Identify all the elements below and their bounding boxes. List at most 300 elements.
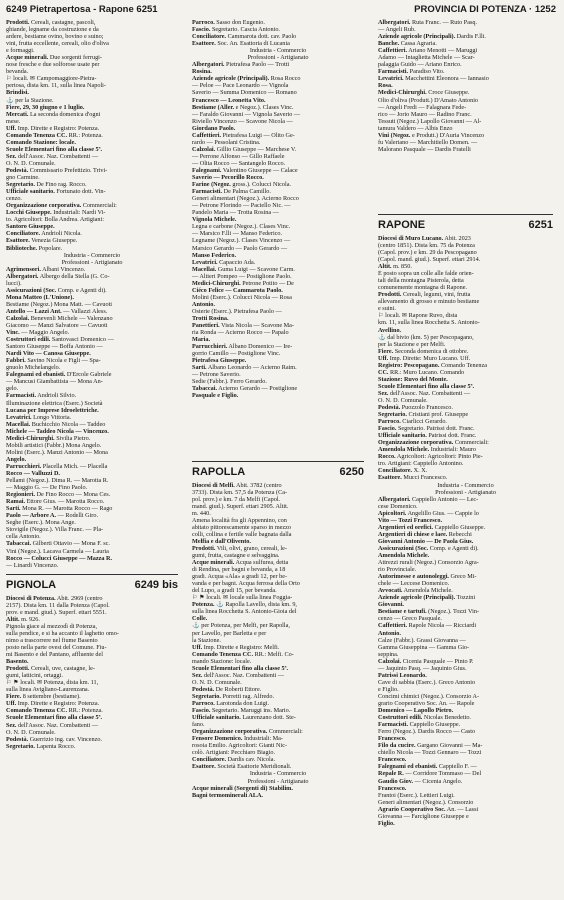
text-line: Medici-Chirurghi. Petrone Potito — De	[192, 279, 294, 287]
text-line: Uff. Imp. Dirette e Registro: Potenza.	[6, 124, 100, 132]
text-line: Professioni - Artigianato	[61, 258, 123, 266]
text-line: cella Antonio.	[6, 533, 41, 541]
text-line: Albergatori. Ruta Franc. — Ruto Pasq.	[378, 19, 477, 26]
text-line: Domenico — Lapollo Pietro.	[378, 707, 454, 715]
text-line: gelo.	[6, 385, 19, 393]
text-line: Sez. dell'Assoc. Naz. Combattenti —	[192, 671, 285, 679]
text-line: Amendola Michele. Industriali: Mauro	[378, 446, 476, 454]
text-line: Levatrici. Capaccio Ada.	[192, 258, 256, 266]
text-line: Melfia e dall'Olivento.	[192, 537, 251, 545]
text-line: Patrissi Leonardo.	[378, 671, 427, 679]
text-line: Michele — Taddeo Nicola — Vincenzo.	[6, 427, 109, 435]
text-line: Acque minerali. Acqua sulfurea, detta	[192, 559, 289, 567]
text-line: per la Stazione e per Melfi.	[378, 340, 446, 348]
text-line: vini, frutta eccellente, cereali, olio d'oliva	[6, 40, 109, 48]
text-line: Organizzazione corporativa. Commerciali:	[6, 202, 117, 210]
text-line: Segretario. Cristiani prof. Giuseppe	[378, 411, 469, 419]
text-line: gorrio Camillo — Postiglione Vinc.	[192, 350, 281, 358]
text-line: Segretario. Porretti rag. Alfredo.	[192, 692, 275, 700]
column-spacer	[192, 400, 364, 456]
text-line: Falegnami ed ebanisti. Cappiello F. —	[378, 763, 477, 771]
text-line: Francesco — Leonetta Vito.	[192, 96, 266, 104]
text-line: ⚐ ⚑ locali. ✉ locale sulla linea Foggia-	[192, 594, 293, 602]
text-line: Assicurazioni (Soc. Comp. e Agenti di).	[378, 544, 479, 552]
text-line: Industria - Commercio	[249, 770, 307, 778]
text-line: Tabaccai. Gilberti Ottavio — Mona F. sc.	[6, 540, 110, 548]
text-line: Levatrici. Longo Vittoria.	[6, 413, 72, 421]
text-line: Esattore. Venezia Giuseppe.	[6, 237, 78, 245]
text-line: Pietrafesa Giuseppe.	[192, 357, 247, 365]
page-header	[6, 3, 556, 17]
text-line: chele — Leccese Domenico.	[378, 580, 450, 588]
text-line: Banche. Cassa Agraria.	[378, 40, 437, 48]
text-line: Sedie (Fabbr.). Ferro Gerardo.	[192, 378, 267, 386]
text-line: ⚓ per Potenza, per Melfi, per Rapolla,	[192, 622, 290, 630]
text-line: È posto sopra un colle alle falde orien-	[378, 270, 474, 278]
text-line: — Angeli Fredi — Falagnara Fede-	[378, 103, 467, 111]
text-line: Giovanni.	[378, 601, 404, 609]
text-line: CC. RR.: Muro Lucano. Comando	[378, 368, 465, 376]
text-line: Giacomo — Manzi Salvatore — Cavuoti	[6, 322, 108, 330]
text-line: Conciliatore. Andrioli Nicola.	[6, 230, 82, 238]
text-line: O. N. D. Comunale.	[378, 396, 428, 404]
text-line: Nardi Vito — Canosa Giuseppe.	[6, 350, 91, 358]
text-line: Ufficiale sanitario. Fortunato dott. Vin-	[6, 188, 106, 196]
text-line: ⚓ dal bivio (km. 5) per Pescopagano,	[378, 333, 474, 341]
text-line: grario Cooperativo Soc. An. — Rapole	[378, 699, 475, 707]
text-line: Brindisi.	[6, 89, 29, 97]
text-line: Angelo.	[6, 455, 27, 463]
text-line: Tabaccai. Acierno Gerardo — Postiglione	[192, 385, 298, 393]
town-heading	[378, 214, 553, 233]
text-line: Ferro (Negoz.). Dardis Rocco — Casto	[378, 728, 476, 736]
text-line: mand. giud.). Superf. ettari 2905. Altit.	[192, 502, 289, 510]
text-line: gnuolo Michelangelo.	[6, 364, 61, 372]
text-line: Caffettieri. Pietrafesa Luigi — Olito Ge-	[192, 131, 295, 139]
text-line: Fiere, 29, 30 giugno e 1 luglio.	[6, 103, 85, 111]
text-line: Diocesi di Potenza. Abit. 2969 (centro	[6, 594, 103, 602]
text-line: Calzolai. Gillio Giuseppe — Marchese V.	[192, 145, 297, 153]
text-line: gumi, frutta, castagne e selvaggina.	[192, 552, 280, 559]
text-line: Sarti. Albano Leonardo — Acierno Raim.	[192, 364, 297, 372]
text-line: Seghe (Eserc.). Mona Ange.	[6, 519, 76, 527]
text-line: Tessuti (Negoz.) Lapollo Giovanni — Al-	[378, 117, 482, 125]
text-line: Prodotti. Cereali, legumi, vini, frutta	[378, 291, 471, 299]
text-line: Marsico Gerardo — Paolo Gerardo —	[192, 244, 288, 252]
text-line: O. N. D. Comunale.	[6, 159, 56, 167]
text-line: Riviello Vincenzo — Scavone Nicola —	[192, 117, 293, 125]
column-2	[192, 19, 364, 895]
text-line: (Capol. mand. giud.). Superf. ettari 2914.	[378, 256, 481, 264]
text-line: Locchi Giuseppe. Industriali: Nardi Vi-	[6, 209, 106, 217]
text-line: Comando Tenenza CC. RR.: Melfi. Co-	[192, 650, 294, 658]
text-line: Stovigile (Negoz.). Villa Franc. — Pla-	[6, 526, 104, 534]
text-line: del Lupo, a gradi 15, per bevanda.	[192, 587, 277, 595]
text-line: Caffettieri. Ariano Menotti — Maruggi	[378, 47, 478, 55]
text-line: ardere, bestiame ovino, bovino e suino;	[6, 33, 104, 41]
text-line: Pellami (Negoz.). Dima R. — Marotta R.	[6, 477, 109, 485]
text-line: la Stazione.	[192, 636, 221, 644]
text-line: Maria.	[192, 336, 211, 344]
text-line: Legna e carbone (Negoz.). Clases Vinc.	[192, 223, 291, 231]
text-line: Bestiame e tartufi. (Negoz.). Tozzi Vin-	[378, 608, 480, 616]
text-line: Antonio.	[378, 629, 401, 637]
column-spacer	[378, 153, 553, 209]
text-line: Vignola Michele.	[192, 216, 237, 224]
text-line: Agrimensori. Albani Vincenzo.	[6, 265, 86, 273]
text-line: Regionieri. De Fino Rocco — Mona Ces.	[6, 491, 111, 499]
text-line: e suini.	[378, 305, 396, 313]
text-line: Segretario. Lapenta Rocco.	[6, 742, 76, 750]
text-line: Pignola giace al mezzodì di Potenza,	[6, 622, 98, 630]
text-line: Scuole Elementari fino alla classe 5ª.	[6, 714, 103, 722]
text-line: Vini (Negoz.). Lacava Carmela — Lauria	[6, 547, 109, 555]
text-line: Diocesi di Muro Lucano. Abit. 2023	[378, 234, 471, 242]
text-line: Aziende agricole (Principali). Tozzini	[378, 594, 476, 602]
text-line: Sarti. Mona R. — Marotta Rocco — Rago	[6, 505, 113, 513]
text-line: Registro: Pescopagano. Comando Tenenza	[378, 361, 487, 369]
text-line: Legname (Negoz.). Clases Vincenzo —	[192, 237, 291, 245]
text-line: Rocco — Valluzzi D.	[6, 470, 60, 477]
text-line: Ramai. Ettore Gius. — Marotta Rocco.	[6, 498, 105, 506]
text-line: O. N. D. Comunale.	[6, 728, 56, 736]
text-line: lucci).	[6, 279, 22, 287]
text-line: Scuole Elementari fino alla classe 5ª.	[192, 664, 289, 672]
text-line: bevanda.	[6, 68, 29, 76]
town-name: RAPONE	[378, 218, 426, 231]
text-line: Molini (Eserc.). Colucci Nicola — Rosa	[192, 293, 292, 301]
text-line: to. Agricoltori: Bolla Andrea. Artigiani:	[6, 216, 104, 224]
text-line: ⚐ locali. ✉ Campomaggiore-Pietra-	[6, 75, 97, 83]
text-line: Generi alimentari (Negoz.). Consorzio	[378, 798, 474, 806]
text-line: Autorimesse e autonoleggi. Greco Mi-	[378, 573, 477, 581]
text-line: Osterie (Eserc.). Pietrafesa Paolo —	[192, 307, 282, 315]
text-line: Conciliatore. Cammarota dott. cav. Paolo	[192, 33, 297, 41]
text-line: tali della montagna Pisterola, detta	[378, 277, 464, 285]
text-line: Lucana per Imprese Idroelettriche.	[6, 406, 99, 414]
text-line: palaggia Guido — Ariano Enrico.	[378, 61, 462, 69]
text-line: Santoro Giuseppe.	[6, 223, 55, 231]
text-line: Costruttori edili. Nicolas Benedetto.	[378, 714, 471, 722]
text-line: Adamo — Intaglietta Michele — Scar-	[378, 54, 475, 62]
text-line: Uff. Imp. Dirette e Registro: Potenza.	[6, 700, 100, 708]
text-line: Prodotti. Vili, olivi, grano, cereali, le-	[192, 544, 287, 552]
text-line: Argentieri di chiese e laee. Rebecchi	[378, 530, 472, 538]
text-line: Amena località fra gli Appennino, con	[192, 516, 287, 524]
text-line: Frantoi (Eserc.). Lettieri Luigi.	[378, 791, 455, 799]
column-3	[378, 19, 553, 895]
text-line: Calze (Fabbr.). Grassi Giovanna —	[378, 636, 466, 644]
text-line: Professioni - Artigianato	[247, 54, 309, 62]
text-line: Farmacisti. Andrioli Silvio.	[6, 392, 77, 400]
text-line: (centro 1851). Dista km. 75 da Potenza	[378, 241, 475, 249]
text-line: seppina.	[378, 650, 399, 658]
text-line: Vinc. — Maggio Angelo.	[6, 329, 70, 337]
text-line: Repale R. — Corridore Tommaso — Del	[378, 770, 482, 778]
text-line: ⚓ per la Stazione.	[6, 96, 54, 104]
text-line: rio Provinciale.	[378, 566, 417, 574]
text-line: e Figlio.	[378, 685, 399, 693]
text-line: Basento.	[6, 658, 29, 666]
text-line: Prodotti. Cereali, uve, castagne, le-	[6, 665, 95, 673]
text-line: gumi, latticini, ortaggi.	[6, 672, 63, 680]
text-line: Rocco — Colucci Giuseppe — Mazza R.	[6, 554, 113, 562]
town-name: RAPOLLA	[192, 465, 246, 478]
text-line: Rocco. Agricoltori: Agricoltori: Pinto Pie-	[378, 453, 483, 461]
text-line: posto nella parte ovest del Comune. Fiu-	[6, 643, 107, 651]
text-line: per Lavello, per Barletta e per	[192, 629, 267, 637]
text-line: Gamma Giuseppina — Gamma Gio-	[378, 643, 470, 651]
text-line: Mercati. La seconda domenica d'ogni	[6, 110, 101, 118]
text-line: ghiande, legname da costruzione e da	[6, 26, 99, 34]
text-line: Potenza. ⚓ Rapolla Lavello, dista km. 9,	[192, 601, 297, 609]
text-line: — Marsico F.lli — Manso Federico.	[192, 230, 283, 238]
text-line: nose fresche e due solforose usate per	[6, 61, 100, 69]
text-line: Parroco. Larotonda don Luigi.	[192, 699, 270, 707]
text-line: Avellino.	[378, 326, 402, 334]
text-line: Fiere. 8 settembre (bestiame).	[6, 693, 81, 701]
text-line: Parroco. Ciarlicci Gerardo.	[378, 418, 447, 426]
text-line: Vito — Tozzi Francesco.	[378, 516, 443, 524]
text-line: Farmacisti. De Palma Camillo.	[192, 188, 271, 196]
text-line: — Perrone Alfonso — Gillo Raffaele	[192, 152, 285, 160]
text-line: Albergatori. Pietrafesa Paolo — Trotti	[192, 61, 290, 69]
text-line: Giordano Paolo.	[192, 124, 236, 132]
text-line: gradi. Acqua «Ala» a gradi 12, per be-	[192, 573, 288, 581]
text-line: Panettieri. Vista Nicola — Scavone Ma-	[192, 322, 294, 330]
text-line: colli, collina e fertile valle bagnata dalla	[192, 530, 292, 538]
text-line: Fabbri. Savino Nicola e Figli — Spa-	[6, 357, 101, 365]
text-line: Malorano Pasquale — Dardis Fratelli	[378, 145, 471, 153]
text-line: allevamento di grosso e minuto bestiame	[378, 298, 480, 306]
text-line: Conciliatore. X. X.	[378, 467, 428, 475]
text-line: Cave di sabbia (Eserc.). Greco Antonio	[378, 678, 476, 686]
text-line: m. 440.	[192, 509, 211, 517]
text-line: — Olita Rocco — Santangelo Rocco.	[192, 159, 286, 167]
text-line: mando Stazione: locale.	[192, 657, 252, 665]
text-line: Podestà. Puozzolo Francesco.	[378, 404, 453, 412]
text-line: Industria - Commercio	[249, 47, 307, 55]
text-line: vanda e per bagni. Acqua ferrosa della Orto	[192, 580, 300, 588]
text-line: rico — Jorio Mauro — Radino Franc.	[378, 110, 472, 118]
text-line: Ciéco Felice — Cammarota Paolo.	[192, 286, 283, 294]
text-line: Gaudio Giov. — Cicenia Angelo.	[378, 777, 463, 785]
text-line: Assicurazioni (Soc. Comp. e Agenti di).	[6, 286, 107, 294]
text-line: Manso Federico.	[192, 251, 236, 259]
text-line: tamura Valdero — Albis Enzo	[378, 124, 453, 132]
text-line: Medici-Chirurghi. Sivilia Pietro.	[6, 434, 91, 442]
text-line: Paolo — Arbore A. — Rodelli Giro.	[6, 512, 99, 520]
text-line: — Peloe — Pace Leonardo — Vignola	[192, 82, 289, 90]
text-line: fano.	[192, 721, 205, 729]
text-line: Biblioteche. Popolare.	[6, 244, 63, 252]
text-line: Parroco. Sasso don Eugenio.	[192, 19, 265, 26]
text-line: Sez. dell'Assoc. Naz. Combattenti —	[6, 152, 99, 160]
text-line: Fascio. Segretario. Cascia Antonio.	[192, 26, 280, 34]
text-line: Esattore. Soc. An. Esattoria di Lucania	[192, 40, 290, 48]
text-line: pol. prov.) e km. 7 da Melfi (Capol.	[192, 495, 281, 503]
text-line: Bestiame (Negoz.) Mona Matt. — Cavuoti	[6, 300, 113, 308]
text-line: comunemente montagna di Rapone.	[378, 284, 468, 292]
town-name: PIGNOLA	[6, 578, 57, 591]
text-line: — Faraldo Giovanni — Vignola Saverio —	[192, 110, 301, 118]
text-line: abitato pittorescamente sparso in mezzo	[192, 523, 291, 531]
text-line: cenzo — Greco Pasquale.	[378, 615, 442, 623]
text-line: Scuole Elementari fino alla classe 5ª.	[6, 145, 103, 153]
text-line: colò. Artigiani: Pecchiaro Biagio.	[192, 749, 275, 757]
text-line: Esattore. Società Esattorie Meridionali.	[192, 763, 292, 771]
text-line: Conciliatore. Dardis cav. Nicola.	[192, 756, 276, 764]
text-line: Scuole Elementari fino alla classe 5ª.	[378, 382, 475, 390]
text-line: Segretario. De Fino rag. Rocco.	[6, 181, 87, 189]
text-line: Podestà. Commissario Prefettizio. Trivi-	[6, 166, 108, 174]
text-line: rardo — Pessolani Cristina.	[192, 138, 261, 146]
text-line: ⚐ locali. ✉ Rapone Ruvo, dista	[378, 312, 458, 320]
text-line: Caffettieri. Rapole Nicola — Ricciardi	[378, 622, 477, 630]
text-line: Uff. Imp. Dirette: Muro Lucano. Uff.	[378, 354, 471, 362]
text-line: Fascio. Segretario. Maruggi ins. Mario.	[192, 707, 291, 715]
text-line: Medici-Chirurghi. Croce Giuseppe.	[378, 89, 470, 97]
text-line: Bestiame (Aller. e Negoz.). Clases Vinc.	[192, 103, 294, 111]
text-line: Podestà. Guerrizio ing. cav. Vincenzo.	[6, 735, 103, 743]
text-line: Rosa.	[378, 82, 393, 90]
text-line: Macellai. Buchicchio Nicola — Taddeo	[6, 420, 106, 428]
text-line: Ufficiale sanitario. Patrissi dott. Franc.	[378, 432, 477, 440]
text-line: Parrucchieri. Albano Domenico — Ire-	[192, 343, 293, 351]
text-line: Macellai. Guma Luigi — Scavone Carm.	[192, 265, 295, 273]
text-line: — Jaquinto Pasq. — Jaquinto Gius.	[378, 664, 467, 672]
text-line: pertosa, dista km. 11, sulla linea Napoli-	[6, 82, 106, 90]
text-line: Industria - Commercio	[437, 481, 494, 489]
text-line: Concimi chimici (Negoz.). Consorzio A-	[378, 692, 480, 700]
text-line: di Rendina, per bagni e bevanda, a 18	[192, 566, 286, 574]
text-line: Mobili artistici (Fabbr.) Mona Angelo.	[6, 441, 102, 449]
text-line: Mona Matteo (L'Unione).	[6, 293, 74, 301]
town-number: 6250	[339, 465, 364, 478]
text-line: Organizzazione corporativa. Commerciali:	[192, 728, 303, 736]
text-line: ⚐ ⚑ locali. ✉ Potenza, dista km. 11,	[6, 679, 99, 687]
text-line: Agrario Cooperativo Soc. An. — Lassi	[378, 805, 479, 813]
text-line: 2157). Dista km. 11 dalla Potenza (Capol.	[6, 601, 110, 609]
text-line: Farmacisti. Paradiso Vito.	[378, 68, 445, 76]
text-line: Industria - Commercio	[63, 251, 121, 259]
text-line: — Linardi Vincenzo.	[6, 561, 59, 569]
text-line: Albergatori. Cappiello Antonio — Lec-	[378, 495, 479, 503]
text-line: Pasquale e Figlio.	[192, 392, 239, 400]
text-line: Sez. dell'Assoc. Naz. Combattenti —	[378, 389, 471, 397]
text-line: mi Basento e del Pantano, affluente del	[6, 651, 103, 659]
text-line: ria Ronda — Acierno Rocco — Papalo	[192, 329, 289, 337]
text-line: Aziende agricole (Principali). Rosa Rocco	[192, 75, 301, 83]
text-line: Costruttori edili. Santovasci Domenico —	[6, 336, 114, 344]
text-line: Saverio — Pecorillo Rocco.	[192, 174, 264, 182]
text-line: Giovanna — Farciglione Giuseppe e	[378, 812, 469, 820]
text-line: Calzolai. Cicenia Pasquale — Pinto P.	[378, 657, 474, 665]
text-line: e formaggi.	[6, 47, 35, 55]
text-line: Professioni - Artigianato	[247, 777, 309, 785]
text-line: sulla linea Rocchetta S. Antonio-Gioia del	[192, 608, 297, 616]
text-line: Generi alimentari (Negoz.). Acierno Rocco	[192, 195, 299, 203]
town-heading	[6, 574, 178, 593]
text-line: Prodotti. Cereali, castagne, pascoli,	[6, 19, 96, 26]
text-line: Molini (Eserc.). Manzi Antonio — Mona	[6, 448, 108, 456]
text-line: Comando Stazione: locale.	[6, 138, 76, 146]
text-line: Aziende agricole (Principali). Dardis F.lli.	[378, 33, 486, 41]
text-line: O. N. D. Comunale.	[192, 678, 242, 686]
text-line: Altit. m. 926.	[6, 615, 40, 623]
text-line: cenzo.	[6, 195, 22, 203]
text-line: nimo a trascorrere nel fiume Basento	[6, 636, 98, 644]
text-line: Fensore Domenico. Industriali: Ma-	[192, 735, 283, 743]
text-line: sulla pendice, e si ha accanto il laghetto omo-	[6, 629, 119, 637]
text-line: Organizzazione corporativa. Commerciali:	[378, 439, 489, 447]
text-line: Stazione: Ruvo del Monte.	[378, 375, 448, 383]
text-line: Podestà. De Roberti Ettore.	[192, 685, 262, 693]
text-line: Comando Tenenza CC. RR.: Potenza.	[6, 131, 103, 139]
text-line: gno Carmine.	[6, 174, 40, 182]
text-line: km. 11, sulla linea Rocchetta S. Antonio-	[378, 319, 480, 327]
text-line: — Petrone Saverio.	[192, 371, 241, 379]
text-line: Sez. dell'Assoc. Naz. Combattenti —	[6, 721, 99, 729]
column-1	[6, 19, 178, 895]
text-line: Acque minerali. Due sorgenti ferrugi-	[6, 54, 102, 62]
text-line: Francesco.	[378, 756, 407, 764]
text-line: Ufficiale sanitario. Laurenzano dott. Ste-	[192, 714, 296, 722]
text-line: Argentieri ed orefici. Cappiello Giuseppe.	[378, 523, 486, 531]
text-line: tro. Artigiani: Cappiello Antonino.	[378, 460, 464, 468]
text-line: 3733). Dista km. 57,5 da Potenza (Ca-	[192, 488, 288, 496]
text-line: (Capol. prov.) e km. 29 da Pescopagano	[378, 248, 477, 256]
text-line: Acque minerali (Sorgenti di) Stabilim.	[192, 784, 293, 792]
text-line: chiello Nicola — Tozzi Gennaro — Tozzi	[378, 749, 482, 757]
text-line: Trotti Rosina.	[192, 314, 229, 322]
text-line: fu Valeriano — Marchitiello Domen. —	[378, 138, 478, 146]
text-line: Farine (Negoz. gross.). Colucci Nicola.	[192, 181, 291, 189]
text-line: Falegnami. Valentino Giuseppe — Calace	[192, 166, 298, 174]
text-line: Saverio — Summa Domenico — Romano	[192, 89, 297, 97]
town-number: 6249 bis	[134, 578, 178, 591]
text-line: Altit. m. 850.	[378, 263, 412, 271]
text-line: Uff. Imp. Dirette e Registro: Melfi.	[192, 643, 280, 651]
text-line: cese Domenico.	[378, 502, 418, 510]
text-line: Parrucchieri. Placella Mich. — Placella	[6, 462, 108, 470]
text-line: Fascio. Segretario. Patrissi dott. Franc.	[378, 425, 475, 433]
header-right-title: PROVINCIA DI POTENZA · 1252	[414, 4, 556, 15]
text-line: Levatrici. Macchettini Eleonora — Iannasio	[378, 75, 489, 83]
text-line: — Angeli Rub.	[378, 26, 416, 34]
text-line: Olio d'oliva (Produtt.) D'Amato Antonio	[378, 96, 479, 104]
text-line: — Altieri Pompeo — Postiglione Paolo.	[192, 272, 292, 280]
text-line: Francesco.	[378, 735, 407, 743]
text-line: — Petrone Florindo — Paciello Nic. —	[192, 202, 291, 210]
text-line: Illuminazione elettrica (Eserc.) Società	[6, 399, 103, 407]
text-line: Antello — Lazzi Ant. — Vallazzi Aless.	[6, 307, 108, 315]
text-line: Attrezzi rurali (Negoz.) Consorzio Agra-	[378, 559, 479, 567]
text-line: Albergatori. Albergo della Stella (G. Co-	[6, 272, 110, 280]
text-line: — Mancusi Giambattista — Mona An-	[6, 378, 103, 386]
text-line: Giovanni Antonio — De Paola Gius.	[378, 537, 474, 545]
text-line: Amendola Michele.	[378, 552, 430, 559]
text-line: Francesco.	[378, 784, 407, 792]
text-line: Filo da cucire. Gargano Giovanni — Ma-	[378, 742, 483, 750]
text-line: sulla linea Avigliano-Laurenzana.	[6, 686, 90, 694]
text-line: Fiere. Seconda domenica di ottobre.	[378, 347, 469, 355]
text-line: Diocesi di Melfi. Abit. 3782 (centro	[192, 481, 282, 489]
text-line: Falegnami ed ebanisti. D'Ercole Gabriele	[6, 371, 112, 379]
text-line: Avvocati. Amendola Michele.	[378, 587, 453, 595]
text-line: Farmacisti. Cappiello Giuseppe.	[378, 721, 461, 729]
text-line: Pandelo Maria — Trotta Rosina —	[192, 209, 279, 217]
